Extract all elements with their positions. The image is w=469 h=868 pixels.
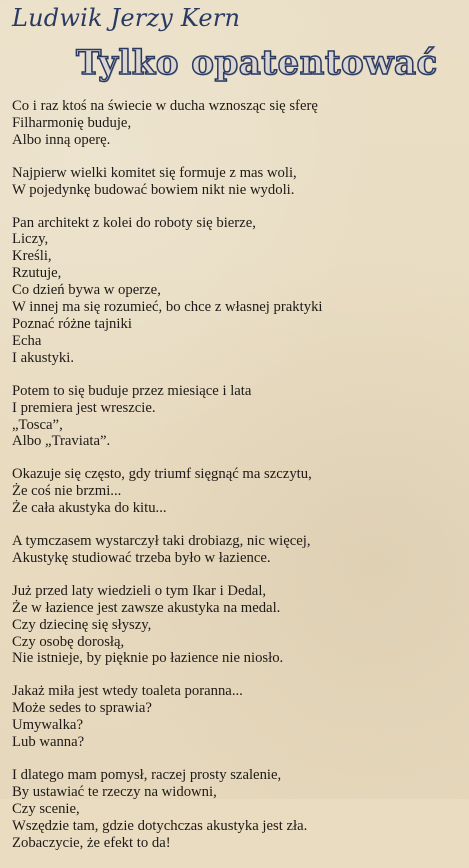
poem-line: Kreśli, (12, 248, 52, 265)
poem-line: W innej ma się rozumieć, bo chce z własnej praktyki (12, 299, 323, 316)
poem-line: Pan architekt z kolei do roboty się bierze, (12, 214, 256, 231)
stanza-6 (12, 533, 460, 567)
poem-line: „Tosca”, (12, 416, 63, 433)
poem-line: Co i raz ktoś na świecie w ducha wznosząc się sferę (12, 98, 318, 114)
poem-line: Że w łazience jest zawsze akustyka na medal. (12, 599, 281, 616)
poem-line: Najpierw wielki komitet się formuje z mas woli, (12, 164, 297, 181)
stanza-1 (12, 98, 460, 149)
poem-line: Poznać różne tajniki (12, 315, 132, 332)
poem-line: Czy scenie, (12, 800, 80, 817)
poem-line: Że cała akustyka do kitu... (12, 500, 167, 517)
poem-line: Co dzień bywa w operze, (12, 282, 161, 299)
poem-line: Rzutuje, (12, 265, 62, 282)
stanza-2 (12, 165, 460, 199)
poem-line: Lub wanna? (12, 734, 85, 751)
poem-line: Albo inną operę. (12, 131, 111, 148)
poem-line: I premiera jest wreszcie. (12, 399, 156, 416)
poem-line: Jakaż miła jest wtedy toaleta poranna... (12, 683, 243, 700)
stanza-4 (12, 383, 460, 451)
poem-line: Czy dziecinę się słyszy, (12, 616, 152, 633)
poem-line: Albo „Traviata”. (12, 433, 111, 450)
poem-line: Że coś nie brzmi... (12, 483, 122, 500)
poem-line: I akustyki. (12, 349, 75, 366)
poem-line: W pojedynkę budować bowiem nikt nie wydoli. (12, 181, 295, 198)
poem-body (12, 98, 460, 868)
poem-line: Może sedes to sprawia? (12, 700, 152, 717)
stanza-8 (12, 683, 460, 751)
poem-title: Tylko opatentować (76, 43, 438, 83)
stanza-9 (12, 767, 460, 852)
poem-line: Czy osobę dorosłą, (12, 633, 125, 650)
poem-line: Echa (12, 332, 42, 349)
poem-line: Okazuje się często, gdy triumf sięgnąć ma szczytu, (12, 466, 312, 483)
poem-line: Nie istnieje, by pięknie po łazience nie niosło. (12, 650, 284, 667)
poem-line: Potem to się buduje przez miesiące i lata (12, 382, 252, 399)
poem-line: A tymczasem wystarczył taki drobiazg, nic więcej, (12, 533, 311, 550)
poem-line: Liczy, (12, 231, 49, 248)
poem-line: Już przed laty wiedzieli o tym Ikar i Dedal, (12, 582, 267, 599)
poem-line: I dlatego mam pomysł, raczej prosty szalenie, (12, 767, 282, 783)
poem-line: Umywalka? (12, 717, 83, 734)
author-name: Ludwik Jerzy Kern (12, 4, 241, 32)
poem-line: Akustykę studiować trzeba było w łazience. (12, 549, 271, 566)
poem-line: By ustawiać te rzeczy na widowni, (12, 783, 217, 800)
stanza-5 (12, 466, 460, 517)
stanza-7 (12, 583, 460, 668)
poem-line: Filharmonię buduje, (12, 114, 132, 131)
poem-line: Zobaczycie, że efekt to da! (12, 834, 171, 851)
poem-line: Wszędzie tam, gdzie dotychczas akustyka jest zła. (12, 817, 308, 834)
stanza-3 (12, 215, 460, 367)
